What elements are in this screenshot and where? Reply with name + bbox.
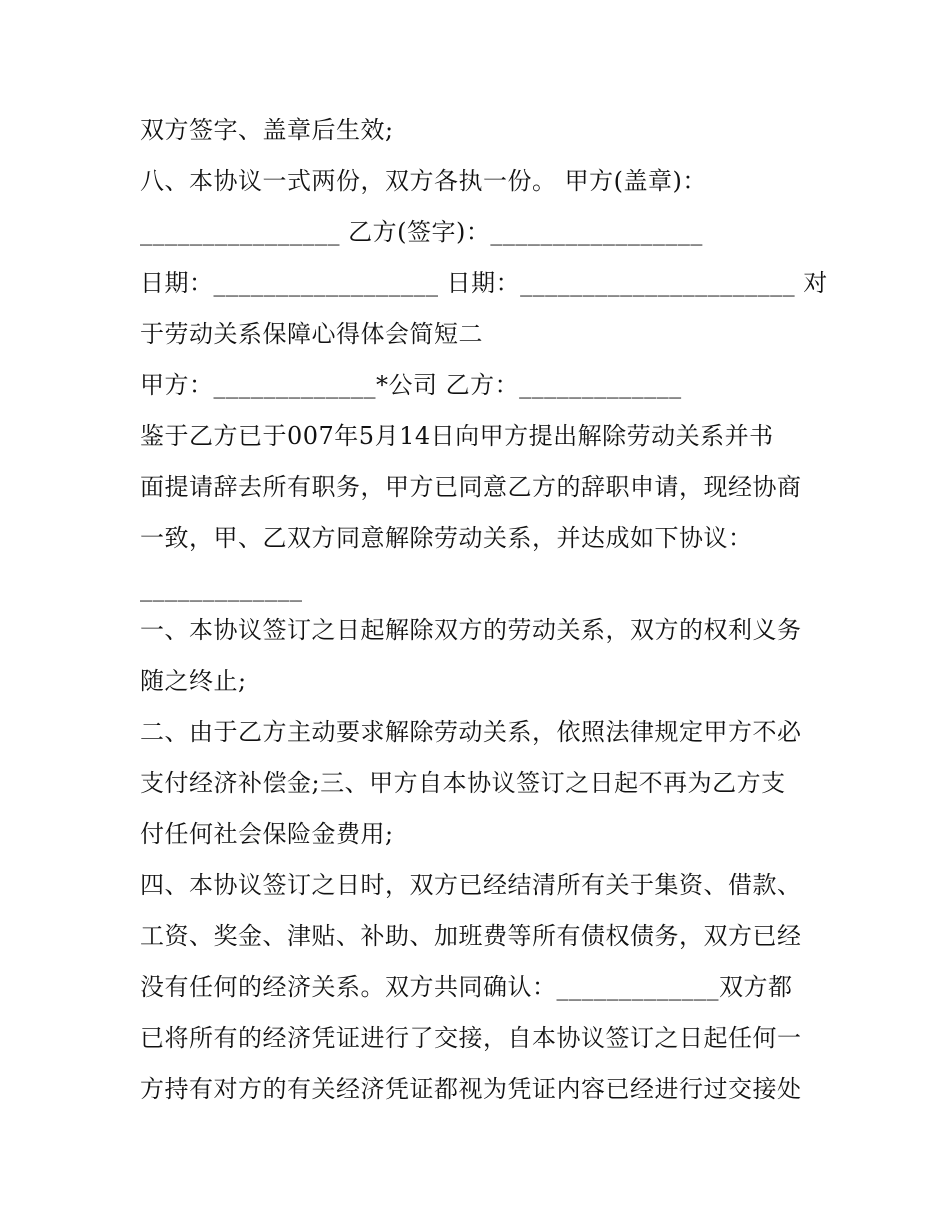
text-line: 支付经济补偿金;三、甲方自本协议签订之日起不再为乙方支 (140, 769, 786, 797)
text-line: 付任何社会保险金费用; (140, 820, 394, 848)
text-line: 一致，甲、乙双方同意解除劳动关系，并达成如下协议： (140, 524, 753, 552)
date-line: 日期：__________________ 日期：______________________ 对 (140, 269, 828, 297)
blank-line: _____________ (140, 574, 303, 602)
signature-line: ________________ 乙方(签字)：_________________ (140, 218, 703, 246)
text-line: 八、本协议一式两份，双方各执一份。 甲方(盖章)： (140, 167, 707, 195)
text-line: 工资、奖金、津贴、补助、加班费等所有债权债务，双方已经 (140, 922, 802, 950)
text-line: 双方签字、盖章后生效; (140, 116, 394, 144)
text-line: 方持有对方的有关经济凭证都视为凭证内容已经进行过交接处 (140, 1075, 802, 1103)
text-line: 没有任何的经济关系。双方共同确认：_____________双方都 (140, 973, 793, 1001)
parties-line: 甲方：_____________*公司 乙方：_____________ (140, 371, 682, 399)
text-line: 一、本协议签订之日起解除双方的劳动关系，双方的权利义务 (140, 616, 802, 644)
text-line: 已将所有的经济凭证进行了交接，自本协议签订之日起任何一 (140, 1024, 802, 1052)
section-title: 于劳动关系保障心得体会简短二 (140, 320, 483, 348)
text-line: 随之终止; (140, 667, 247, 695)
text-line: 二、由于乙方主动要求解除劳动关系，依照法律规定甲方不必 (140, 718, 802, 746)
text-line: 面提请辞去所有职务，甲方已同意乙方的辞职申请，现经协商 (140, 473, 802, 501)
text-line: 鉴于乙方已于007年5月14日向甲方提出解除劳动关系并书 (140, 422, 774, 450)
text-line: 四、本协议签订之日时，双方已经结清所有关于集资、借款、 (140, 871, 802, 899)
